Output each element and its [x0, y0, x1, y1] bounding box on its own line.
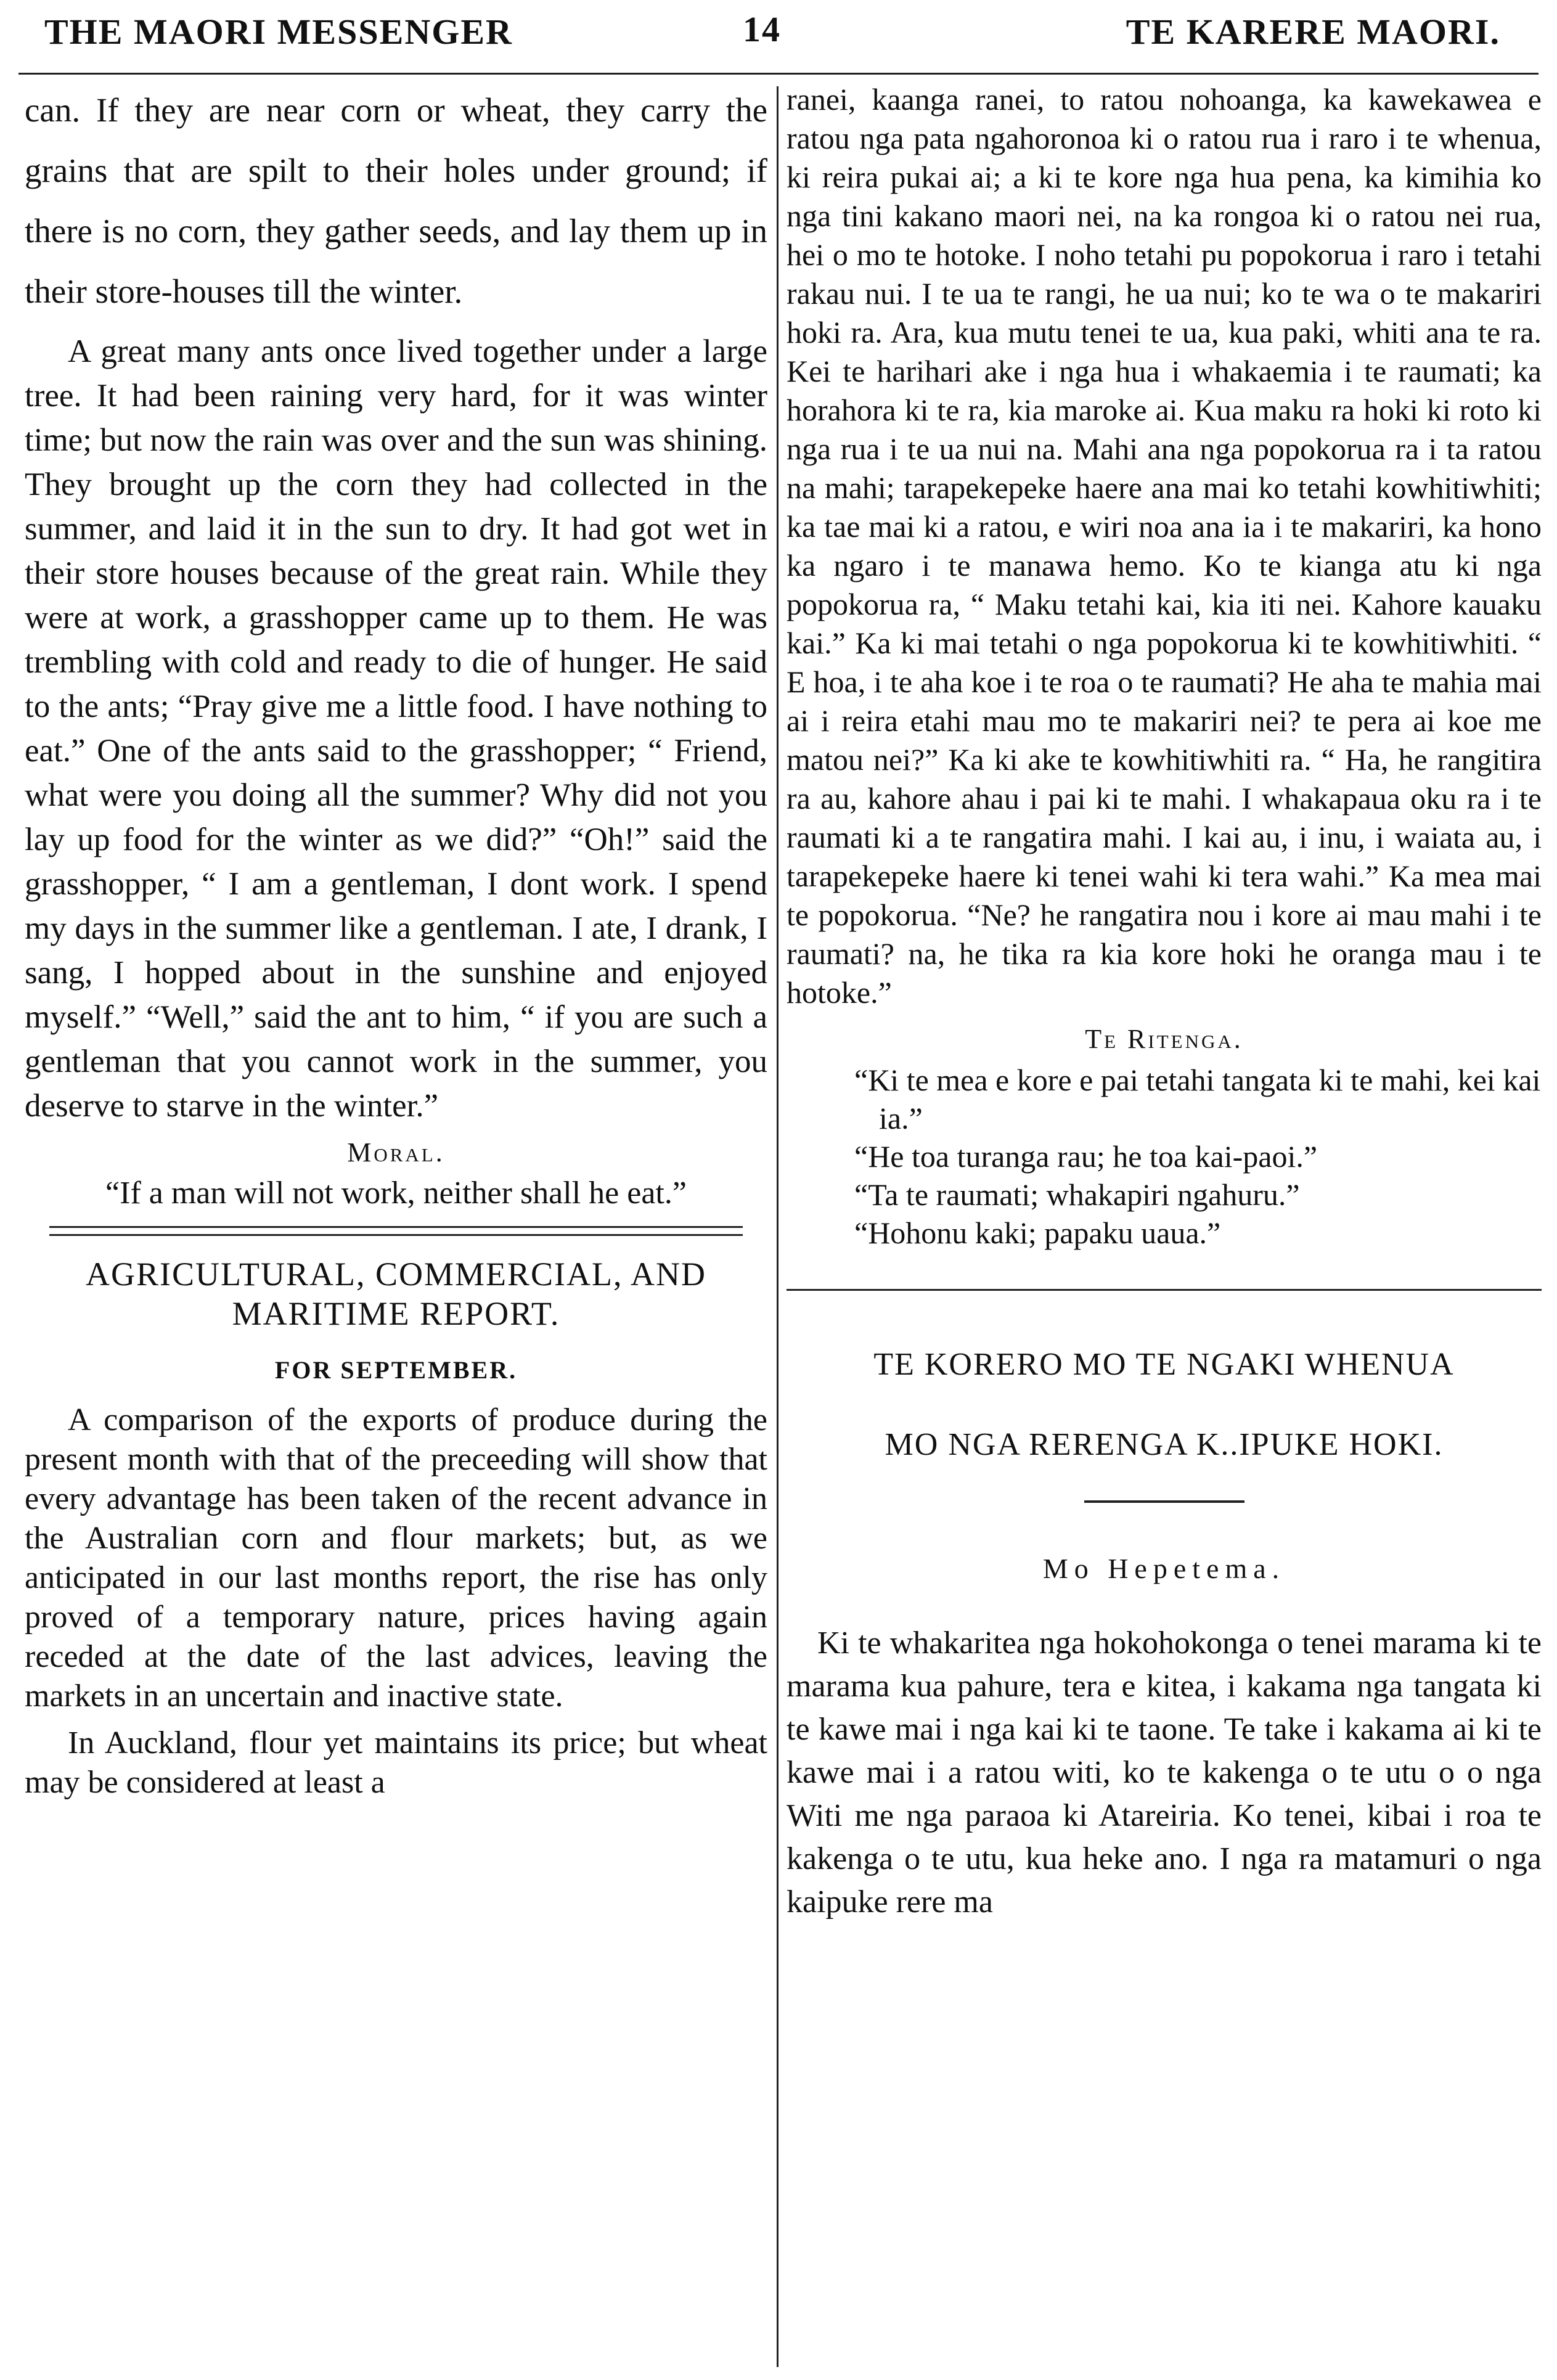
- proverb-heading: Te Ritenga.: [1085, 1024, 1243, 1054]
- report-paragraph: Ki te whakaritea nga hokohokonga o tenei marama ki te marama kua pahure, tera e kitea, i kakama nga tangata ki te kawe mai i nga kai ki te taone. Te take i kakama ai ki te kawe mai i a ratou witi, ko te kakenga o te utu o o nga Witi me nga paraoa ki Atareiria. Ko tenei, kibai i roa te kakenga o te utu, kua heke ano. I nga ra matamuri o nga kaipuke rere ma: [787, 1626, 1542, 1920]
- ants-paragraph-2: A great many ants once lived together under a large tree. It had been raining very hard, for it was winter time; but now the rain was over and the sun was shining. They brought up the corn they had collected in the summer, and laid it in the sun to dry. It had got wet in their store houses because of the great rain. While they were at work, a grasshopper came up to them. He was trembling with cold and ready to die of hunger. He said to the ants; “Pray give me a little food. I have nothing to eat.” One of the ants said to the grasshopper; “ Friend, what were you doing all the summer? Why did not you lay up food for the winter as we did?” “Oh!” said the grasshopper, “ I am a gentleman, I dont work. I spend my days in the summer like a gentleman. I ate, I drank, I sang, I hopped about in the sunshine and enjoyed myself.” “Well,” said the ant to him, “ if you are such a gentleman that you cannot work in the summer, you deserve to starve in the winter.”: [25, 333, 767, 1124]
- proverb-list: [854, 1061, 1542, 1252]
- section-double-rule: [49, 1226, 743, 1236]
- report-subtitle: FOR SEPTEMBER.: [274, 1356, 518, 1384]
- header-title-maori: TE KARERE MAORI.: [1126, 12, 1500, 52]
- report-title-line-2: MO NGA RERENGA K..IPUKE HOKI.: [885, 1427, 1444, 1462]
- report-title-line-1: TE KORERO MO TE NGAKI WHENUA: [873, 1347, 1455, 1382]
- moral-text: “If a man will not work, neither shall he eat.”: [105, 1176, 687, 1211]
- short-rule: [1084, 1500, 1244, 1503]
- column-divider: [777, 86, 779, 2367]
- moral-heading: Moral.: [347, 1137, 445, 1168]
- running-header: [0, 5, 1557, 67]
- report-subtitle: Mo Hepetema.: [1042, 1553, 1286, 1584]
- proverb-item: “Ki te mea e kore e pai tetahi tangata ki te mahi, kei kai ia.”: [854, 1063, 1541, 1135]
- section-rule: [787, 1289, 1542, 1291]
- english-column: [25, 80, 767, 2361]
- proverb-item: “He toa turanga rau; he toa kai-paoi.”: [854, 1139, 1318, 1174]
- report-title: AGRICULTURAL, COMMERCIAL, AND MARITIME REPORT.: [85, 1256, 707, 1332]
- page-number: 14: [743, 9, 781, 49]
- maori-column: [787, 80, 1542, 2361]
- header-rule: [18, 73, 1539, 75]
- proverb-item: “Ta te raumati; whakapiri ngahuru.”: [854, 1177, 1300, 1212]
- report-paragraph-1: A comparison of the exports of produce during the present month with that of the preceeding will show that every advantage has been taken of the recent advance in the Australian corn and flour markets; but, as we anticipated in our last months report, the rise has only proved of a temporary nature, prices having again receded at the date of the last advices, leaving the markets in an uncertain and inactive state.: [25, 1402, 767, 1714]
- header-title-english: THE MAORI MESSENGER: [44, 12, 513, 52]
- ants-paragraph-1: can. If they are near corn or wheat, they carry the grains that are spilt to their holes under ground; if there is no corn, they gather seeds, and lay them up in their store-houses till the winter.: [25, 91, 767, 310]
- report-paragraph-2: In Auckland, flour yet maintains its price; but wheat may be considered at least a: [25, 1725, 767, 1800]
- story-paragraph: ranei, kaanga ranei, to ratou nohoanga, ka kawekawea e ratou nga pata ngahoronoa ki o ratou rua i raro i te whenua, ki reira pukai ai; a ki te kore nga hua pena, ka kimihia ko nga tini kakano maori nei, na ka rongoa ki o ratou nei rua, hei o mo te hotoke. I noho tetahi pu popokorua i raro i tetahi rakau nui. I te ua te rangi, he ua nui; ko te wa o te makariri hoki ra. Ara, kua mutu tenei te ua, kua paki, whiti ana te ra. Kei te harihari ake i nga hua i whakaemia i te raumati; ka horahora ki te ra, kia maroke ai. Kua maku ra hoki ki roto ki nga rua i te ua nui na. Mahi ana nga popokorua ra i ta ratou na mahi; tarapekepeke haere ana mai ko tetahi kowhitiwhiti; ka tae mai ki a ratou, e wiri noa ana ia i te makariri, ka hono ka ngaro i te manawa hemo. Ko te kianga atu ki nga popokorua ra, “ Maku tetahi kai, kia iti nei. Kahore kauaku kai.” Ka ki mai tetahi o nga popokorua ki te kowhitiwhiti. “ E hoa, i te aha koe i te roa o te raumati? He aha te mahia mai ai i reira etahi mau mo te makariri nei? te pera ai koe me matou nei?” Ka ki ake te kowhitiwhiti ra. “ Ha, he rangitira ra au, kahore ahau i pai ki te mahi. I whakapaua oku ra i te raumati ki a te rangatira mahi. I kai au, i inu, i waiata au, i tarapekepeke haere ki tenei wahi ki tera wahi.” Ka mea mai te popokorua. “Ne? he rangatira nou i kore ai mau mahi i te raumati? na, he tika ra kia kore hoki he oranga mau i te hotoke.”: [787, 82, 1542, 1010]
- proverb-item: “Hohonu kaki; papaku uaua.”: [854, 1216, 1221, 1250]
